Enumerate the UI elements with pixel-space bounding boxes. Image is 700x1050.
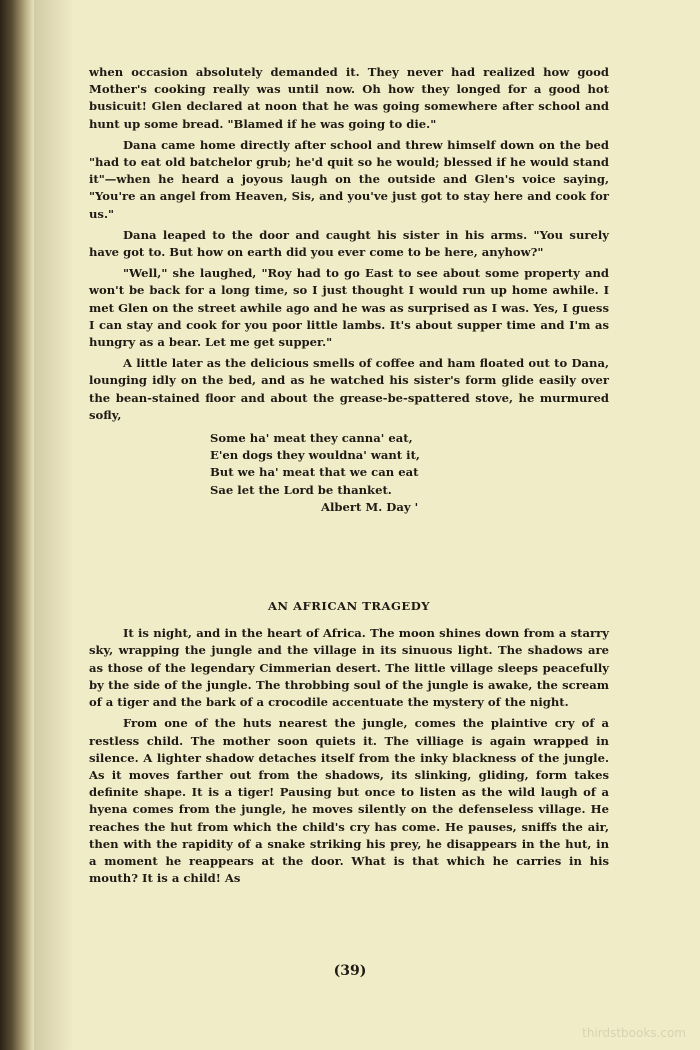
page-text-block: [89, 64, 609, 891]
gutter-shade: [34, 0, 74, 1050]
paragraph: "Well," she laughed, "Roy had to go East to see about some property and won't be back for a long time, so I just thought I would run up home awhile. I met Glen on the street awhile ago and he was as surprised as I was. Yes, I guess I can stay and cook for you poor little lambs. It's about supper time and I'm as hungry as a bear. Let me get supper.": [89, 266, 609, 350]
poem-verse: [210, 430, 609, 499]
book-binding-shadow: [0, 0, 34, 1050]
poem-line: E'en dogs they wouldna' want it,: [210, 448, 420, 463]
paragraph: Dana came home directly after school and threw himself down on the bed "had to eat old batchelor grub; he'd quit so he would; blessed if he would stand it"—when he heard a joyous laugh on the outside and Glen's voice saying, "You're an angel from Heaven, Sis, and you've just got to stay here and cook for us.": [89, 137, 609, 221]
paragraph: when occasion absolutely demanded it. They never had realized how good Mother's cooking really was until now. Oh how they longed for a good hot busicuit! Glen declared at noon that he was going somewhere after school and hunt up some bread. "Blamed if he was going to die.": [89, 65, 609, 131]
section-title: AN AFRICAN TRAGEDY: [267, 599, 431, 614]
paragraph: It is night, and in the heart of Africa. The moon shines down from a starry sky, wrapping the jungle and the village in its sinuous light. The shadows are as those of the legendary Cimmerian desert. The little village sleeps peacefully by the side of the jungle. The throbbing soul of the jungle is awake, the scream of a tiger and the bark of a crocodile accentuate the mystery of the night.: [89, 626, 609, 710]
page-number: (39): [333, 963, 367, 979]
poem-line: Sae let the Lord be thanket.: [210, 482, 392, 497]
poem-line: But we ha' meat that we can eat: [210, 465, 419, 480]
poem-line: Some ha' meat they canna' eat,: [210, 431, 413, 446]
watermark: thirdstbooks.com: [582, 1026, 686, 1040]
paragraph: Dana leaped to the door and caught his sister in his arms. "You surely have got to. But how on earth did you ever come to be here, anyhow?": [89, 227, 609, 260]
paragraph: A little later as the delicious smells of coffee and ham floated out to Dana, lounging idly on the bed, and as he watched his sister's form glide easily over the bean-stained floor and about the grease-be-spattered stove, he murmured sofly,: [89, 356, 609, 422]
paragraph: From one of the huts nearest the jungle, comes the plaintive cry of a restless child. The mother soon quiets it. The villiage is again wrapped in silence. A lighter shadow detaches itself from the inky blackness of the jungle. As it moves farther out from the shadows, its slinking, gliding, form takes definite shape. It is a tiger! Pausing but once to listen as the wild laugh of a hyena comes from the jungle, he moves silently on the defenseless village. He reaches the hut from which the child's cry has come. He pauses, sniffs the air, then with the rapidity of a snake striking his prey, he disappears in the hut, in a moment he reappears at the door. What is that which he carries in his mouth? It is a child! As: [89, 716, 609, 886]
author-signature: Albert M. Day ': [321, 499, 419, 514]
